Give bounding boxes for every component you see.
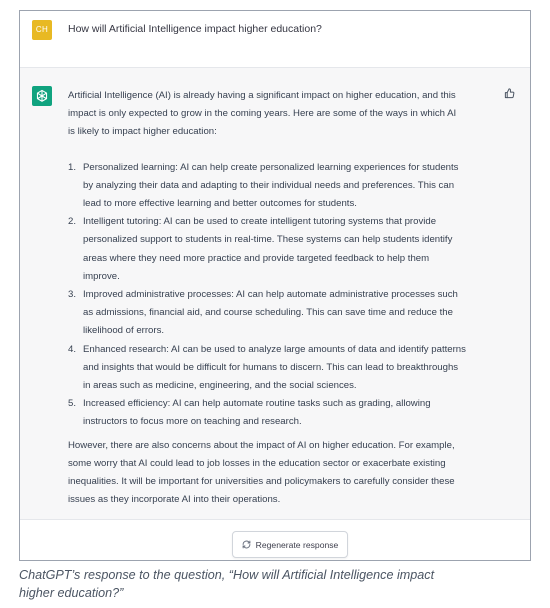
impact-list: [68, 159, 495, 432]
item-line: personalized support to students in real-time. These systems can help students identify: [83, 234, 453, 246]
item-line: likelihood of errors.: [83, 325, 165, 337]
item-line: lead to more effective learning and better outcomes for students.: [83, 198, 357, 210]
list-item: [68, 213, 495, 286]
list-number: 4.: [68, 343, 77, 355]
intro-line: is likely to impact higher education:: [68, 126, 217, 138]
item-line: in areas such as medicine, engineering, and the social sciences.: [83, 380, 357, 392]
item-line: as admissions, financial aid, and course scheduling. This can save time and reduce the: [83, 307, 453, 319]
item-line: improve.: [83, 270, 120, 282]
item-line: by analyzing their data and adapting to their individual needs and preferences. This can: [83, 179, 455, 191]
item-line: instructors to focus more on teaching and research.: [83, 416, 302, 428]
item-line: Increased efficiency: AI can help automate routine tasks such as grading, allowing: [83, 398, 431, 410]
figure-caption: [19, 566, 519, 602]
list-item: [68, 286, 495, 341]
outro-line: However, there are also concerns about the impact of AI on higher education. For example,: [68, 439, 455, 451]
item-line: Intelligent tutoring: AI can be used to create intelligent tutoring systems that provide: [83, 216, 437, 228]
list-number: 2.: [68, 216, 77, 228]
caption-line: ChatGPT’s response to the question, “How will Artificial Intelligence impact: [19, 568, 435, 582]
openai-logo-icon: [32, 86, 52, 106]
list-item: [68, 395, 495, 431]
list-number: 5.: [68, 398, 77, 410]
refresh-icon: [242, 540, 251, 549]
chat-window: [19, 10, 531, 561]
list-number: 1.: [68, 161, 77, 173]
regenerate-response-button[interactable]: [232, 531, 348, 558]
outro-line: inequalities. It will be important for universities and policymakers to carefully consider these: [68, 476, 455, 488]
list-number: 3.: [68, 289, 77, 301]
thumbs-up-icon[interactable]: [502, 86, 516, 100]
regenerate-label: Regenerate response: [255, 539, 339, 550]
outro-line: some worry that AI could lead to job losses in the education sector or exacerbate existing: [68, 457, 446, 469]
list-item: [68, 159, 495, 214]
assistant-answer: [68, 87, 495, 509]
outro-line: issues as they incorporate AI into their operations.: [68, 494, 281, 506]
item-line: and insights that would be difficult for humans to discern. This can lead to breakthroughs: [83, 361, 459, 373]
user-avatar: CH: [32, 20, 52, 40]
item-line: Personalized learning: AI can help create personalized learning experiences for students: [83, 161, 459, 173]
answer-outro: [68, 437, 495, 510]
item-line: areas where they need more practice and provide targeted feedback to help them: [83, 252, 430, 264]
item-line: Enhanced research: AI can be used to analyze large amounts of data and identify patterns: [83, 343, 466, 355]
caption-line: higher education?”: [19, 586, 124, 600]
assistant-message: [20, 68, 530, 520]
item-line: Improved administrative processes: AI can help automate administrative processes such: [83, 289, 458, 301]
user-question-text: How will Artificial Intelligence impact higher education?: [68, 23, 322, 35]
intro-line: impact is only expected to grow in the coming years. Here are some of the ways in which AI: [68, 108, 457, 120]
intro-line: Artificial Intelligence (AI) is already having a significant impact on higher education, and this: [68, 90, 456, 101]
answer-intro: [68, 87, 495, 142]
list-item: [68, 341, 495, 396]
user-message: [20, 11, 530, 68]
